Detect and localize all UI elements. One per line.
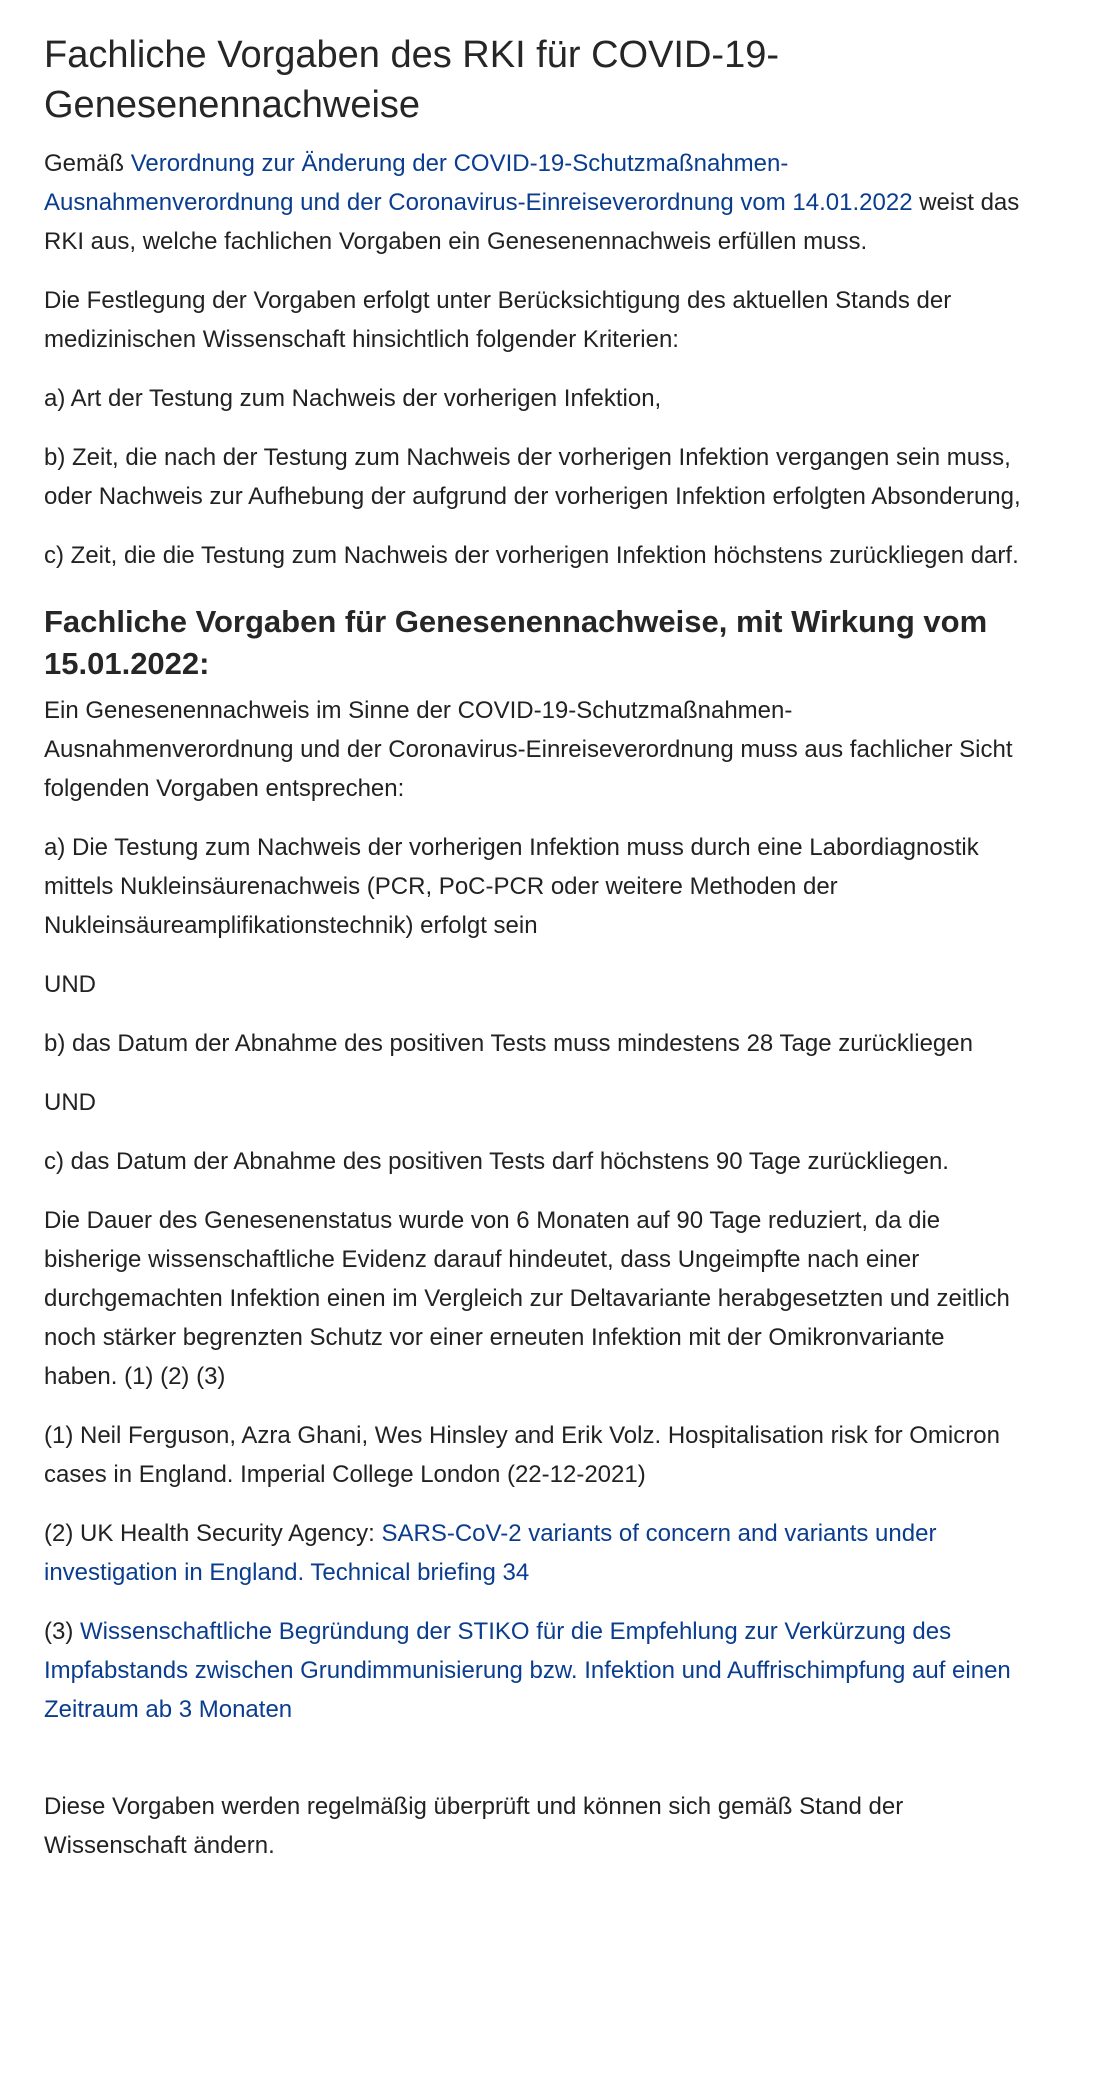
reference-2 — [44, 1514, 1024, 1592]
reference-1: (1) Neil Ferguson, Azra Ghani, Wes Hinsley and Erik Volz. Hospitalisation risk for Omicron cases in England. Imperial College London (22-12-2021) — [44, 1422, 1000, 1488]
stiko-justification-link[interactable]: Wissenschaftliche Begründung der STIKO für die Empfehlung zur Verkürzung des Impfabstands zwischen Grundimmunisierung bzw. Infektion und Auffrischimpfung auf einen Zeitraum ab 3 Monaten — [44, 1618, 1011, 1723]
reference-3-prefix: (3) — [44, 1618, 80, 1645]
requirement-a: a) Die Testung zum Nachweis der vorherigen Infektion muss durch eine Labordiagnostik mittels Nukleinsäurenachweis (PCR, PoC-PCR oder weitere Methoden der Nukleinsäureamplifikationstechnik) erfolgt sein — [44, 834, 979, 939]
und-separator: UND — [44, 971, 96, 998]
reference-2-prefix: (2) UK Health Security Agency: — [44, 1520, 382, 1547]
ukhsa-briefing-link[interactable]: SARS-CoV-2 variants of concern and variants under investigation in England. Technical briefing 34 — [44, 1520, 937, 1586]
reference-3 — [44, 1612, 1024, 1729]
criterion-c: c) Zeit, die die Testung zum Nachweis der vorherigen Infektion höchstens zurückliegen darf. — [44, 542, 1019, 569]
page-title: Fachliche Vorgaben des RKI für COVID-19-Genesenennachweise — [44, 34, 780, 126]
requirement-c: c) das Datum der Abnahme des positiven Tests darf höchstens 90 Tage zurückliegen. — [44, 1148, 949, 1175]
requirement-b: b) das Datum der Abnahme des positiven Tests muss mindestens 28 Tage zurückliegen — [44, 1030, 973, 1057]
criterion-b: b) Zeit, die nach der Testung zum Nachweis der vorherigen Infektion vergangen sein muss, oder Nachweis zur Aufhebung der aufgrund der vorherigen Infektion erfolgten Absonderung, — [44, 444, 1021, 510]
section-heading: Fachliche Vorgaben für Genesenennachweise, mit Wirkung vom 15.01.2022: — [44, 604, 988, 681]
section-intro: Ein Genesenennachweis im Sinne der COVID-19-Schutzmaßnahmen-Ausnahmenverordnung und der Coronavirus-Einreiseverordnung muss aus fachlicher Sicht folgenden Vorgaben entsprechen: — [44, 697, 1013, 802]
und-separator: UND — [44, 1089, 96, 1116]
regulation-link[interactable]: Verordnung zur Änderung der COVID-19-Schutzmaßnahmen-Ausnahmenverordnung und der Coronavirus-Einreiseverordnung vom 14.01.2022 — [44, 150, 913, 216]
intro-paragraph — [44, 144, 1024, 261]
criteria-intro: Die Festlegung der Vorgaben erfolgt unter Berücksichtigung des aktuellen Stands der medizinischen Wissenschaft hinsichtlich folgender Kriterien: — [44, 287, 952, 353]
criterion-a: a) Art der Testung zum Nachweis der vorherigen Infektion, — [44, 385, 662, 412]
intro-suffix: weist das RKI aus, welche fachlichen Vorgaben ein Genesenennachweis erfüllen muss. — [44, 189, 1020, 255]
spacer — [44, 1749, 1024, 1787]
duration-paragraph: Die Dauer des Genesenenstatus wurde von 6 Monaten auf 90 Tage reduziert, da die bisherige wissenschaftliche Evidenz darauf hindeutet, dass Ungeimpfte nach einer durchgemachten Infektion einen im Vergleich zur Deltavariante herabgesetzten und zeitlich noch stärker begrenzten Schutz vor einer erneuten Infektion mit der Omikronvariante haben. (1) (2) (3) — [44, 1207, 1010, 1390]
closing-paragraph: Diese Vorgaben werden regelmäßig überprüft und können sich gemäß Stand der Wissenschaft ändern. — [44, 1793, 904, 1859]
intro-prefix: Gemäß — [44, 150, 131, 177]
